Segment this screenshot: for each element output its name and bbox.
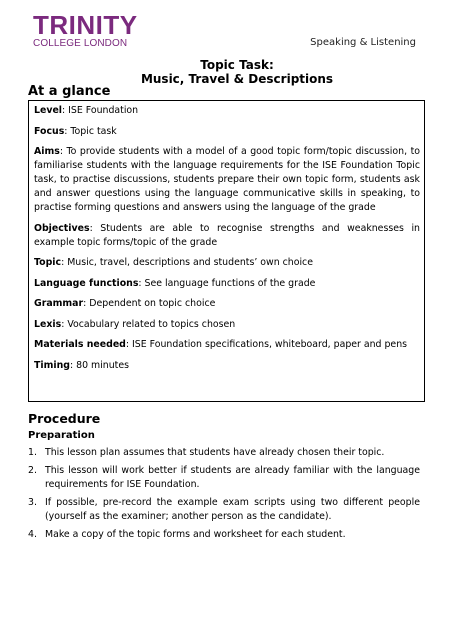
step-number: 1. (28, 447, 37, 458)
step-text: This lesson will work better if students are already familiar with the language requirements for ISE Foundation. (45, 465, 420, 490)
timing-value: : 80 minutes (69, 359, 129, 371)
section-label: Speaking & Listening (310, 37, 416, 48)
aims-row (34, 145, 420, 215)
list-item (28, 464, 420, 492)
at-a-glance-heading: At a glance (28, 84, 111, 99)
grammar-row (34, 297, 420, 311)
step-number: 3. (28, 497, 37, 508)
materials-label: Materials needed (34, 339, 126, 350)
step-number: 4. (28, 529, 37, 540)
language-functions-value: : See language functions of the grade (138, 277, 316, 289)
page-title (0, 58, 474, 86)
timing-row (34, 359, 420, 373)
language-functions-row (34, 277, 420, 291)
step-text: This lesson plan assumes that students have already chosen their topic. (45, 447, 385, 458)
objectives-row (34, 222, 420, 250)
title-line-1: Topic Task: (200, 58, 274, 72)
objectives-label: Objectives (34, 222, 90, 234)
procedure-heading: Procedure (28, 411, 101, 426)
lexis-value: : Vocabulary related to topics chosen (61, 318, 236, 330)
aims-value: : To provide students with a model of a good topic form/topic discussion, to familiarise students with the language requirements for the ISE Foundation Topic task, to practise discussions, students prepare their own topic form, students ask and answer questions using the language communicative skills in speaking, to practise forming questions and answers using the language of the grade (34, 146, 420, 213)
topic-row (34, 256, 420, 270)
step-text: If possible, pre-record the example exam scripts using two different people (yourself as the examiner; another person as the candidate). (45, 497, 420, 522)
language-functions-label: Language functions (34, 277, 139, 289)
at-a-glance-box (28, 100, 425, 402)
list-item (28, 496, 420, 524)
step-number: 2. (28, 465, 37, 476)
level-value: : ISE Foundation (62, 105, 139, 116)
level-label: Level (34, 105, 63, 116)
focus-row (34, 125, 420, 139)
grammar-value: : Dependent on topic choice (83, 298, 216, 309)
preparation-heading: Preparation (28, 430, 95, 441)
logo-wordmark: TRINITY (33, 10, 138, 40)
list-item (28, 446, 420, 460)
objectives-value: : Students are able to recognise strengths and weaknesses in example topic forms/topic of the grade (34, 222, 420, 248)
aims-label: Aims (34, 146, 60, 157)
grammar-label: Grammar (34, 298, 84, 309)
preparation-steps (28, 446, 420, 546)
topic-label: Topic (34, 257, 62, 268)
title-line-2: Music, Travel & Descriptions (140, 72, 334, 86)
topic-value: : Music, travel, descriptions and students’ own choice (61, 257, 313, 268)
level-row (34, 104, 420, 118)
lexis-label: Lexis (34, 318, 62, 330)
logo-subtitle: COLLEGE LONDON (33, 38, 128, 49)
materials-row (34, 338, 420, 352)
focus-value: : Topic task (64, 125, 117, 137)
list-item (28, 528, 420, 542)
focus-label: Focus (34, 125, 65, 137)
trinity-logo (33, 10, 138, 50)
materials-value: : ISE Foundation specifications, whiteboard, paper and pens (125, 339, 408, 350)
lexis-row (34, 318, 420, 332)
step-text: Make a copy of the topic forms and worksheet for each student. (45, 529, 346, 540)
timing-label: Timing (34, 359, 70, 371)
